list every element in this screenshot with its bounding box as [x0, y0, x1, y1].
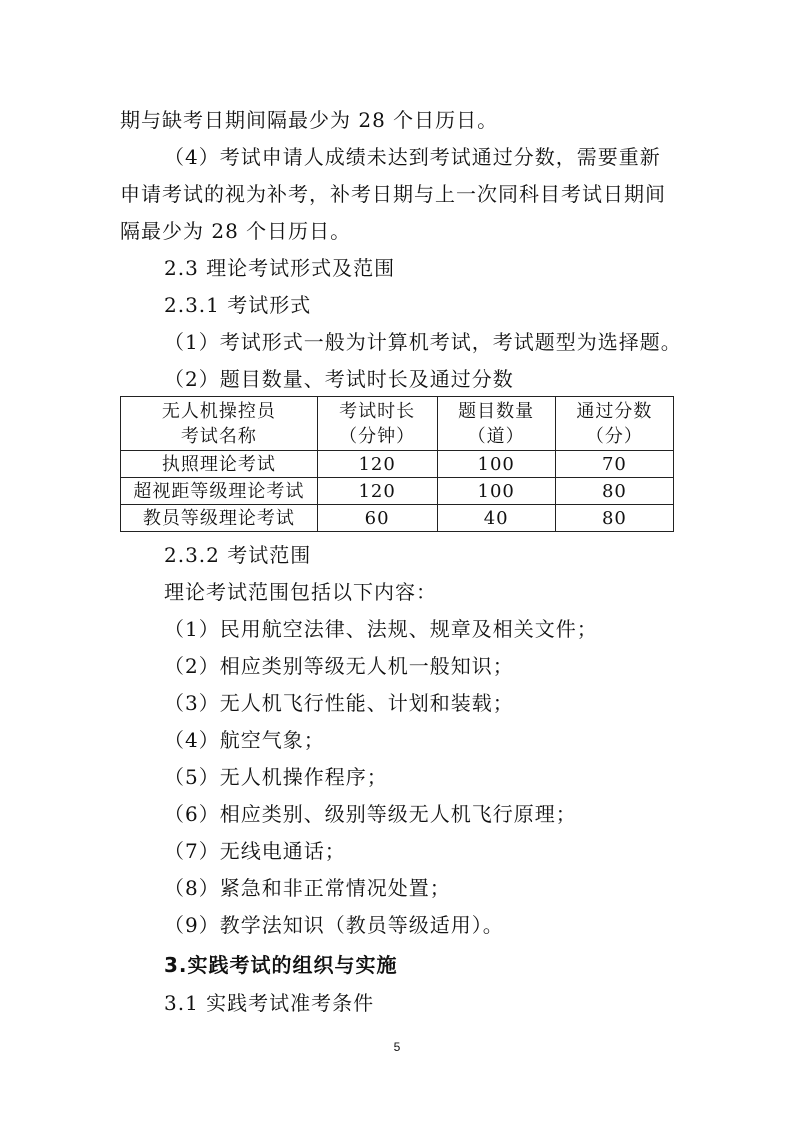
- table-cell: 超视距等级理论考试: [121, 478, 318, 505]
- section-heading-2-3-1: 2.3.1 考试形式: [164, 293, 312, 317]
- list-item: （6）相应类别、级别等级无人机飞行原理；: [164, 802, 577, 826]
- table-cell: 执照理论考试: [121, 451, 318, 478]
- section-heading-2-3-2: 2.3.2 考试范围: [164, 543, 312, 567]
- table-header-cell: 考试时长 （分钟）: [317, 397, 437, 451]
- exam-table: [120, 396, 674, 532]
- table-row: [121, 505, 674, 532]
- paragraph-line: 申请考试的视为补考，补考日期与上一次同科目考试日期间: [120, 182, 666, 206]
- list-item: （4）航空气象；: [164, 728, 325, 752]
- paragraph-line: （4）考试申请人成绩未达到考试通过分数，需要重新: [164, 145, 661, 169]
- table-header-cell: 题目数量 （道）: [437, 397, 555, 451]
- table-cell: 70: [555, 451, 673, 478]
- paragraph-line: 期与缺考日期间隔最少为 28 个日历日。: [120, 108, 499, 132]
- paragraph-line: 理论考试范围包括以下内容：: [164, 580, 437, 604]
- table-header-cell: 无人机操控员 考试名称: [121, 397, 318, 451]
- section-heading-3: 3.实践考试的组织与实施: [164, 953, 398, 977]
- page-number: 5: [393, 1040, 401, 1054]
- list-item: （7）无线电通话；: [164, 839, 346, 863]
- table-cell: 教员等级理论考试: [121, 505, 318, 532]
- section-heading-2-3: 2.3 理论考试形式及范围: [164, 256, 396, 280]
- list-item: （8）紧急和非正常情况处置；: [164, 876, 451, 900]
- table-cell: 100: [437, 451, 555, 478]
- section-heading-3-1: 3.1 实践考试准考条件: [164, 991, 375, 1015]
- list-item: （1）考试形式一般为计算机考试，考试题型为选择题。: [164, 330, 682, 354]
- table-cell: 100: [437, 478, 555, 505]
- table-header-row: [121, 397, 674, 451]
- list-item: （5）无人机操作程序；: [164, 765, 388, 789]
- list-item: （1）民用航空法律、法规、规章及相关文件；: [164, 617, 598, 641]
- table-row: [121, 478, 674, 505]
- table-cell: 80: [555, 505, 673, 532]
- table-row: [121, 451, 674, 478]
- table-cell: 40: [437, 505, 555, 532]
- table-cell: 80: [555, 478, 673, 505]
- table-cell: 120: [317, 478, 437, 505]
- list-item: （2）相应类别等级无人机一般知识；: [164, 654, 514, 678]
- list-item: （9）教学法知识（教员等级适用）。: [164, 913, 504, 937]
- paragraph-line: 隔最少为 28 个日历日。: [120, 219, 352, 243]
- table-cell: 60: [317, 505, 437, 532]
- table-cell: 120: [317, 451, 437, 478]
- table-header-cell: 通过分数 （分）: [555, 397, 673, 451]
- list-item: （2）题目数量、考试时长及通过分数: [164, 367, 514, 391]
- list-item: （3）无人机飞行性能、计划和装载；: [164, 691, 514, 715]
